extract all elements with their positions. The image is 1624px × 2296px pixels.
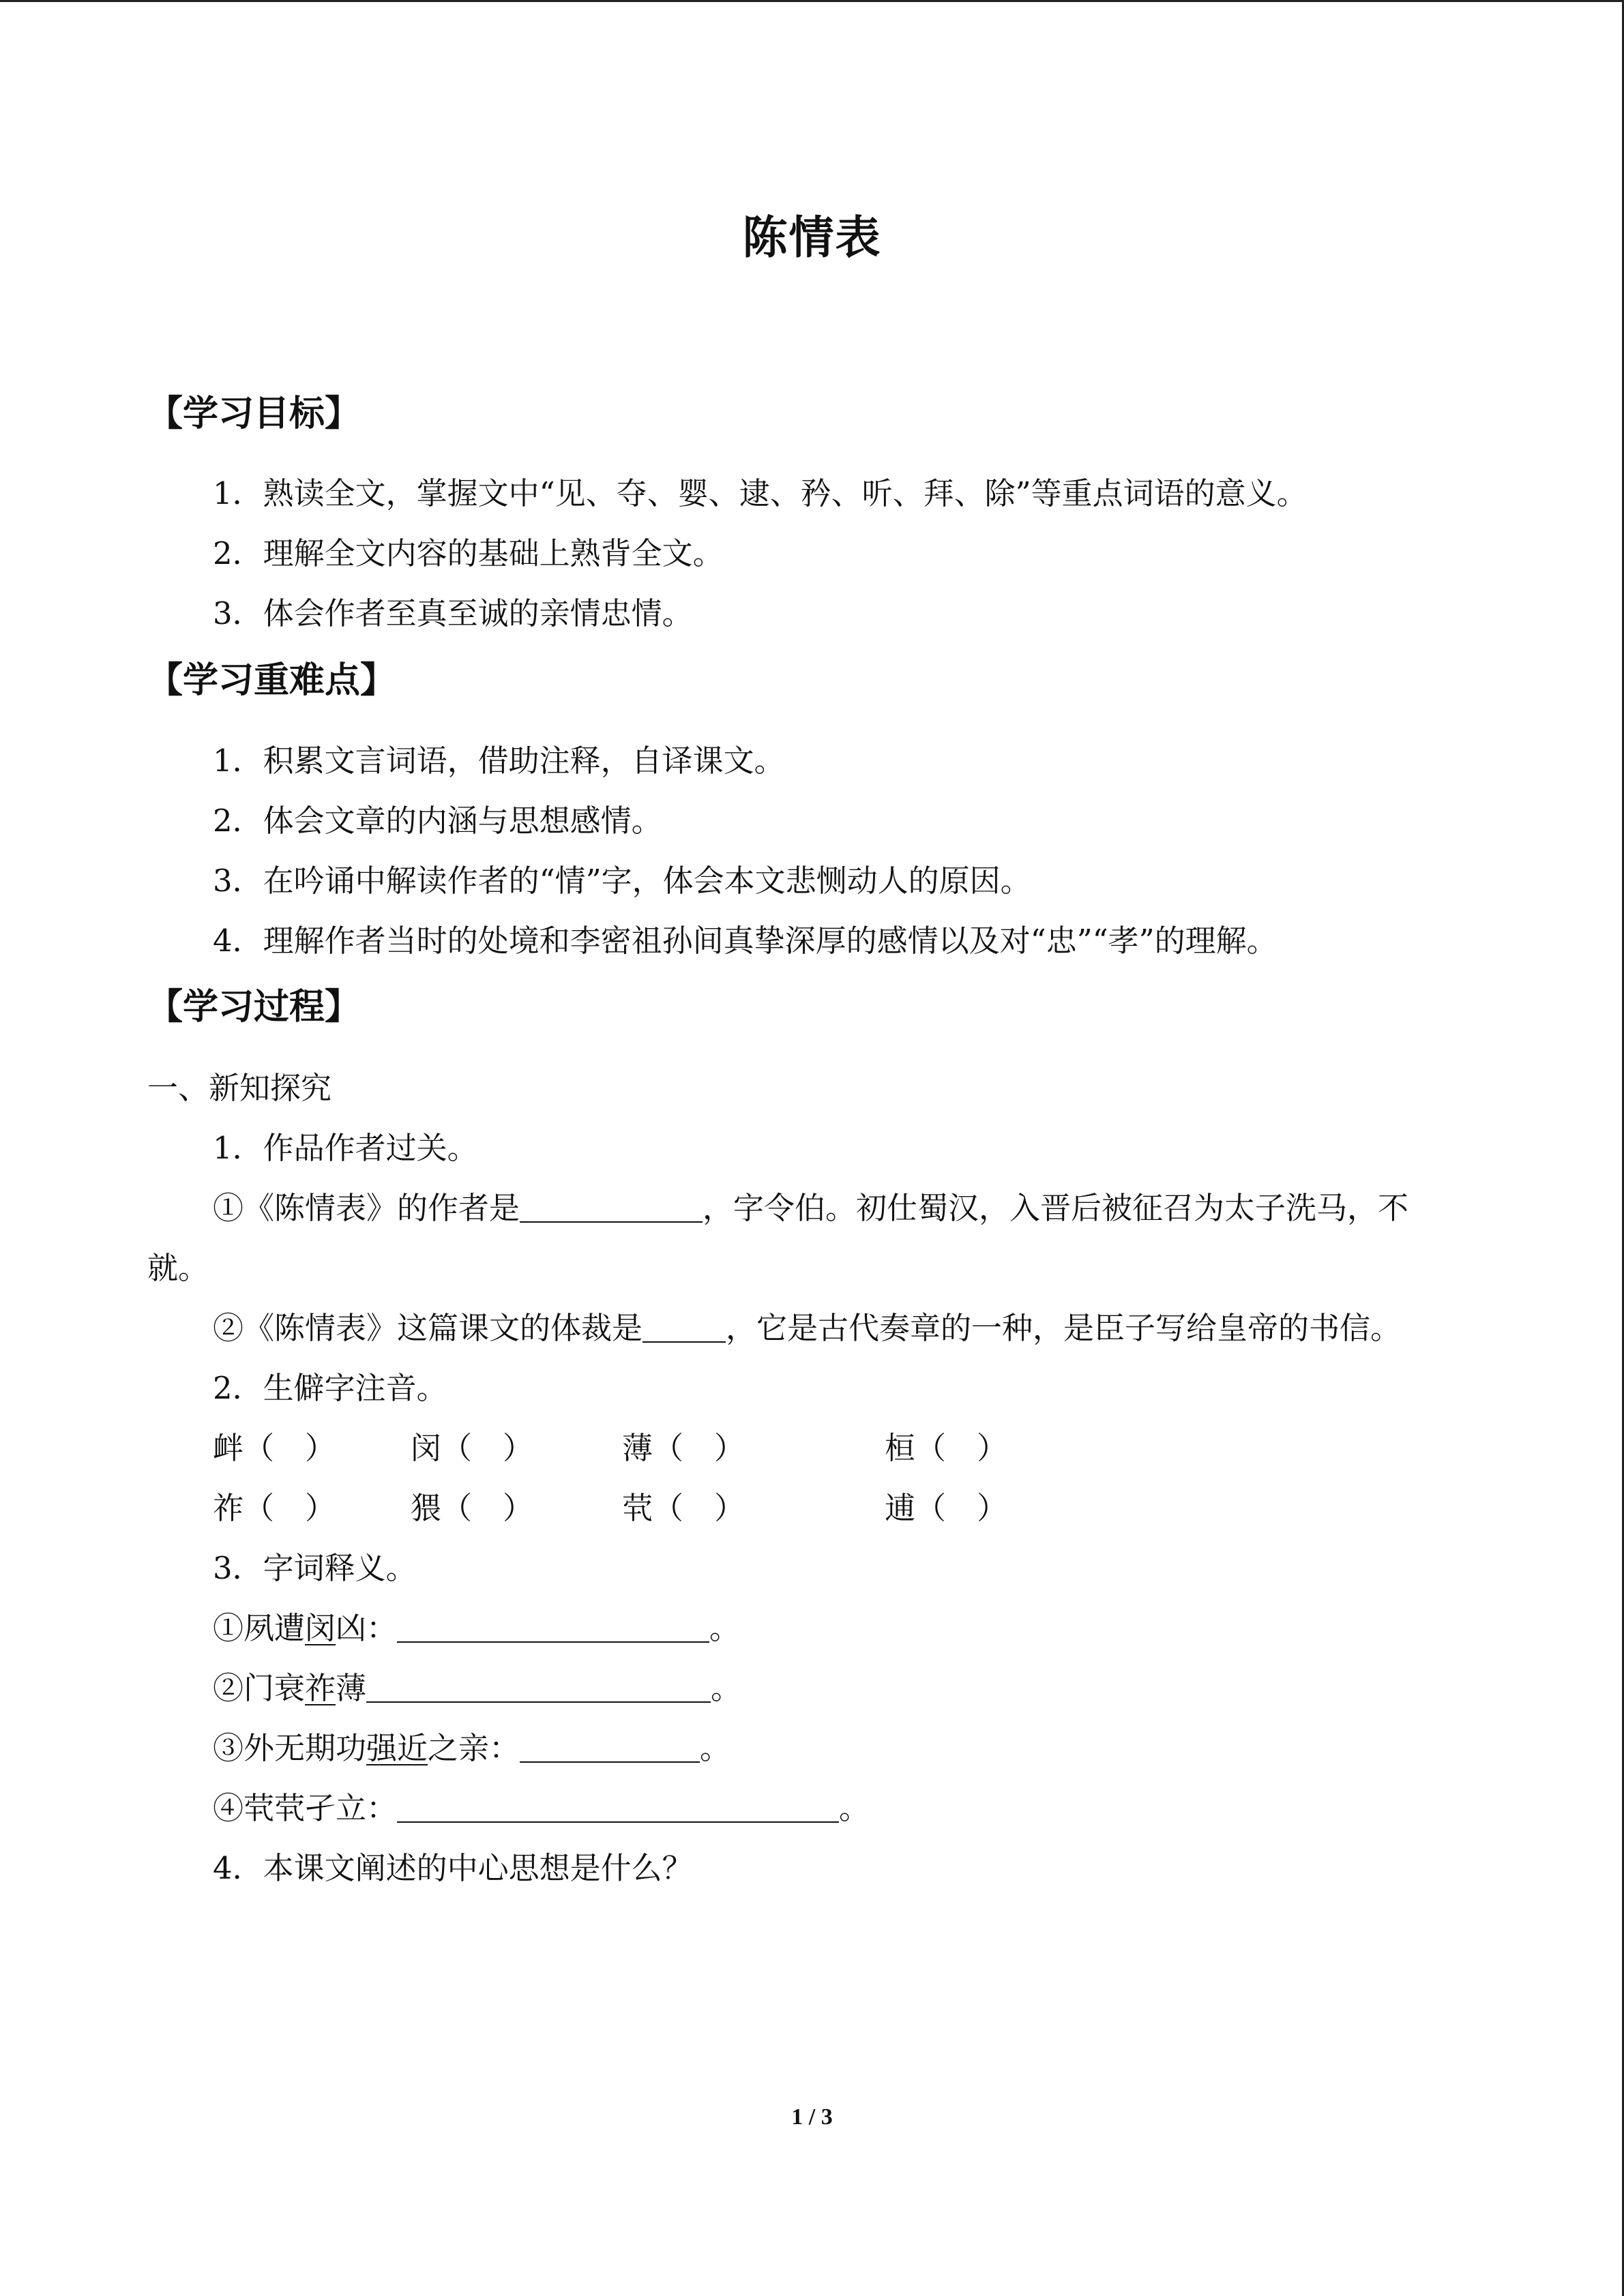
genre-answer-blank[interactable] [643,1311,726,1343]
question-4: 4．本课文阐述的中心思想是什么？ [213,1850,693,1886]
part-title: 一、新知探究 [147,1070,332,1106]
pinyin-item[interactable]: 闵（ ） [411,1430,534,1466]
difficulty-item: 1．积累文言词语，借助注释，自译课文。 [213,743,785,779]
question-1: 1．作品作者过关。 [213,1130,478,1166]
pinyin-item[interactable]: 桓（ ） [885,1430,1008,1466]
author-answer-blank[interactable] [520,1191,703,1223]
vocab-answer-blank[interactable] [397,1611,709,1643]
vocab-item: ①夙遭闵凶： 。 [213,1610,741,1646]
question-1-a: ①《陈情表》的作者是 ，字令伯。初仕蜀汉，入晋后被征召为太子洗马，不 [213,1190,1409,1226]
difficulty-item: 2．体会文章的内涵与思想感情。 [213,803,662,839]
pinyin-item[interactable]: 猥（ ） [411,1490,534,1526]
document-title: 陈情表 [742,211,882,264]
section-heading-goals: 【学习目标】 [147,393,361,434]
goal-item: 3．体会作者至真至诚的亲情忠情。 [213,595,693,631]
vocab-item: ④茕茕孑立： 。 [213,1790,870,1826]
difficulty-item: 4．理解作者当时的处境和李密祖孙间真挚深厚的感情以及对“忠”“孝”的理解。 [213,923,1278,959]
vocab-answer-blank[interactable] [397,1791,839,1823]
question-1-a-continued: 就。 [147,1250,209,1286]
page-number: 1 / 3 [791,2104,833,2130]
vocab-item: ②门衰祚薄 。 [213,1670,742,1706]
pinyin-item[interactable]: 衅（ ） [213,1430,336,1466]
difficulty-item: 3．在吟诵中解读作者的“情”字，体会本文悲恻动人的原因。 [213,863,1031,899]
page-border-top [0,0,1624,2]
pinyin-item[interactable]: 茕（ ） [622,1490,745,1526]
pinyin-item[interactable]: 薄（ ） [622,1430,745,1466]
question-3: 3．字词释义。 [213,1550,417,1586]
vocab-item: ③外无期功强近之亲： 。 [213,1730,731,1766]
goal-item: 2．理解全文内容的基础上熟背全文。 [213,535,724,571]
question-2: 2．生僻字注音。 [213,1370,447,1406]
goal-item: 1．熟读全文，掌握文中“见、夺、婴、逮、矜、听、拜、除”等重点词语的意义。 [213,475,1308,511]
vocab-answer-blank[interactable] [520,1731,700,1763]
pinyin-item[interactable]: 祚（ ） [213,1490,336,1526]
section-heading-difficulties: 【学习重难点】 [147,660,396,701]
question-1-b: ②《陈情表》这篇课文的体裁是 ，它是古代奏章的一种，是臣子写给皇帝的书信。 [213,1310,1402,1346]
pinyin-item[interactable]: 逋（ ） [885,1490,1008,1526]
section-heading-process: 【学习过程】 [147,987,361,1028]
vocab-answer-blank[interactable] [366,1671,711,1703]
